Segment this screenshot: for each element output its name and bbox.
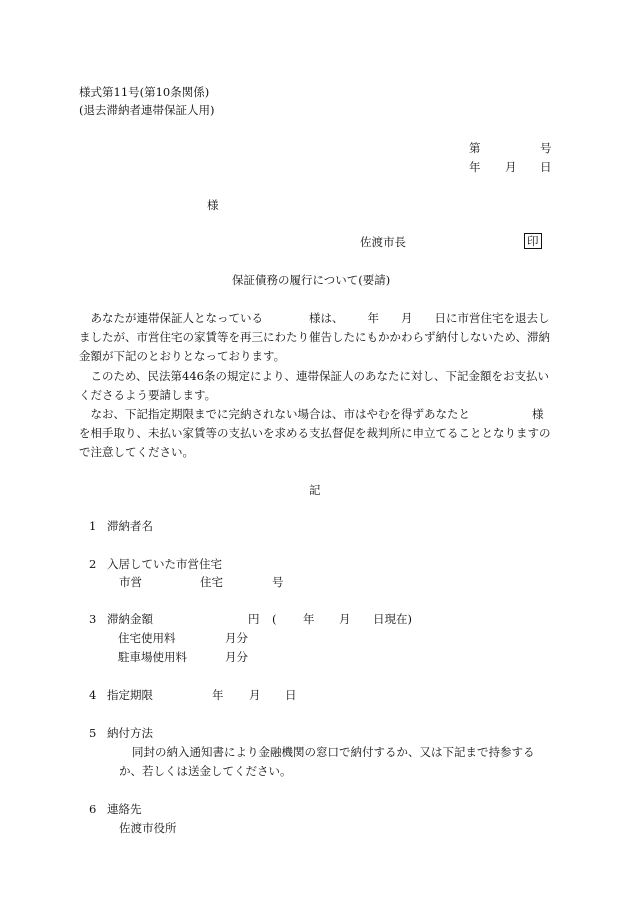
seal-mark: [524, 233, 542, 250]
item-6-office: 佐渡市役所: [119, 821, 177, 835]
item-5-label: 納付方法: [107, 726, 153, 740]
doc-number-prefix: 第: [469, 141, 481, 155]
item-1-number: 1: [89, 519, 97, 533]
paragraph-1: [79, 309, 551, 367]
item-3-rent-unit: 月分: [225, 631, 248, 645]
p1-part-c: 日に市営住宅を退去しましたが、市営住宅の家賃等を再三にわたり催告したにもかかわらず納付しないため、滞納金額が下記のとおりとなっております。: [79, 311, 551, 364]
item-3-parking-unit: 月分: [225, 650, 248, 664]
item-4-number: 4: [89, 688, 97, 702]
item-3-yen: 円: [248, 612, 260, 626]
item-5-number: 5: [89, 726, 97, 740]
p1-part-b: 様は、: [309, 311, 344, 325]
item-2-go: 号: [272, 575, 284, 589]
document-title: 保証債務の履行について(要請): [232, 273, 391, 287]
item-2-shiei: 市営: [119, 575, 142, 589]
date-year: 年: [469, 160, 481, 174]
item-2-number: 2: [89, 557, 97, 571]
sender-name: 佐渡市長: [360, 235, 406, 249]
item-3-rent-label: 住宅使用料: [118, 631, 176, 645]
item-6-number: 6: [89, 802, 97, 816]
item-6-label: 連絡先: [107, 802, 142, 816]
paragraph-3: [79, 405, 551, 463]
item-4-day: 日: [285, 688, 297, 702]
p3-part-b: 様を相手取り、未払い家賃等の支払いを求める支払督促を裁判所に申立てることとなりますので注意してください。: [79, 407, 551, 460]
p1-year: 年: [367, 311, 379, 325]
p1-month: 月: [401, 311, 413, 325]
paragraph-2: [79, 367, 551, 405]
item-3-day-asof: 日現在): [373, 612, 412, 626]
item-4-label: 指定期限: [107, 688, 153, 702]
item-3-month: 月: [339, 612, 351, 626]
doc-number-suffix: 号: [540, 141, 552, 155]
item-3-label: 滞納金額: [107, 612, 153, 626]
item-4-month: 月: [249, 688, 261, 702]
date-month: 月: [505, 160, 517, 174]
item-5-line-1: 同封の納入通知書により金融機関の窓口で納付するか、又は下記まで持参する: [132, 745, 535, 759]
seal-text: 印: [524, 233, 542, 249]
body-text: [79, 309, 551, 463]
p3-part-a: なお、下記指定期限までに完納されない場合は、市はやむを得ずあなたと: [90, 407, 470, 422]
date-day: 日: [540, 160, 552, 174]
item-2-label: 入居していた市営住宅: [107, 557, 222, 571]
item-3-number: 3: [89, 612, 97, 626]
p2-text: このため、民法第446条の規定により、連帯保証人のあなたに対し、下記金額をお支払いくださるよう要請します。: [79, 368, 549, 402]
p1-part-a: あなたが連帯保証人となっている: [90, 311, 263, 325]
item-2-jutaku: 住宅: [200, 575, 223, 589]
form-number: 様式第11号(第10条関係): [79, 85, 210, 99]
ki-marker: 記: [309, 483, 321, 497]
item-5-line-2: か、若しくは送金してください。: [119, 764, 292, 778]
item-3-paren-open: (: [272, 612, 277, 626]
item-3-parking-label: 駐車場使用料: [118, 650, 187, 664]
item-1-label: 滞納者名: [107, 519, 153, 533]
item-3-year: 年: [303, 612, 315, 626]
item-4-year: 年: [212, 688, 224, 702]
form-type: (退去滞納者連帯保証人用): [79, 103, 215, 117]
addressee-suffix: 様: [207, 198, 219, 212]
